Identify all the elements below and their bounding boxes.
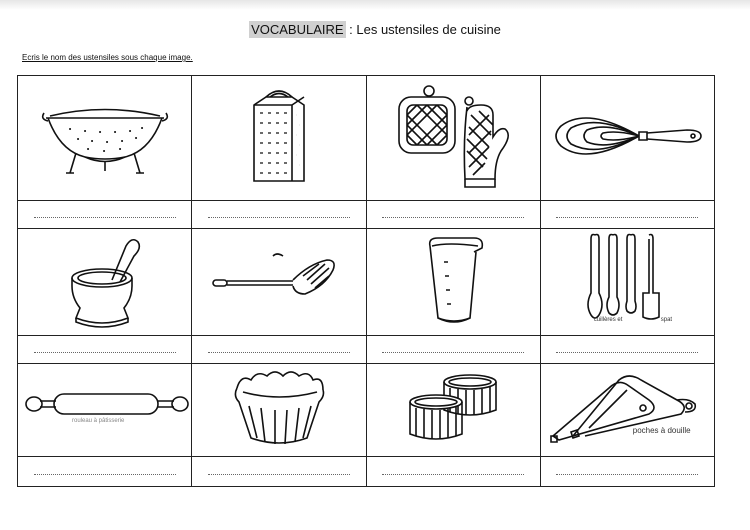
- dotted-answer-line: [382, 352, 524, 353]
- worksheet-grid: [17, 75, 715, 487]
- dotted-answer-line: [208, 217, 350, 218]
- oven-mitts-icon: [383, 81, 523, 191]
- image-cell: [18, 229, 192, 336]
- piping-bags-cell-box: [541, 364, 714, 456]
- answer-cell[interactable]: [18, 336, 192, 364]
- answer-cell[interactable]: [366, 201, 540, 229]
- spatula-icon: [209, 250, 349, 310]
- rolling-pin-icon: [24, 382, 190, 432]
- answer-row: [18, 336, 715, 364]
- answer-cell[interactable]: [18, 201, 192, 229]
- caption-spoons-left: cuillères et: [593, 317, 623, 323]
- spoons-and-spatula-icon: [585, 231, 675, 327]
- caption-piping-bags: poches à douille: [632, 426, 691, 435]
- image-cell: [540, 76, 714, 201]
- answer-row: [18, 457, 715, 487]
- grater-icon: [244, 83, 314, 189]
- answer-row: [18, 201, 715, 229]
- image-cell: [540, 364, 714, 457]
- dotted-answer-line: [34, 217, 176, 218]
- spoons-cell-box: [541, 229, 714, 335]
- paper-baking-cup-icon: [229, 366, 329, 450]
- caption-rolling-pin: rouleau à pâtisserie: [72, 418, 125, 424]
- answer-cell[interactable]: [366, 457, 540, 487]
- answer-cell[interactable]: [540, 457, 714, 487]
- image-cell: [366, 76, 540, 201]
- answer-cell[interactable]: [540, 201, 714, 229]
- image-cell: [192, 76, 366, 201]
- dotted-answer-line: [556, 352, 698, 353]
- title-rest: : Les ustensiles de cuisine: [345, 22, 501, 37]
- top-shade: [0, 0, 750, 10]
- image-cell: [540, 229, 714, 336]
- dotted-answer-line: [34, 474, 176, 475]
- image-row: [18, 364, 715, 457]
- dotted-answer-line: [382, 474, 524, 475]
- answer-cell[interactable]: [540, 336, 714, 364]
- image-cell: [18, 76, 192, 201]
- answer-cell[interactable]: [366, 336, 540, 364]
- image-cell: [192, 364, 366, 457]
- measuring-jug-icon: [418, 232, 488, 328]
- page-title: [0, 22, 750, 37]
- rolling-pin-cell-box: [18, 364, 191, 456]
- image-cell: [192, 229, 366, 336]
- dotted-answer-line: [208, 474, 350, 475]
- ramekins-icon: [398, 368, 508, 448]
- image-row: [18, 229, 715, 336]
- dotted-answer-line: [556, 217, 698, 218]
- dotted-answer-line: [208, 352, 350, 353]
- image-row: [18, 76, 715, 201]
- image-cell: [18, 364, 192, 457]
- image-cell: [366, 364, 540, 457]
- answer-cell[interactable]: [192, 457, 366, 487]
- colander-icon: [40, 91, 170, 181]
- mortar-pestle-icon: [60, 232, 150, 328]
- title-highlight: VOCABULAIRE: [251, 22, 344, 37]
- answer-cell[interactable]: [18, 457, 192, 487]
- answer-cell[interactable]: [192, 201, 366, 229]
- dotted-answer-line: [382, 217, 524, 218]
- instruction: Ecris le nom des ustensiles sous chaque image.: [22, 53, 193, 62]
- answer-cell[interactable]: [192, 336, 366, 364]
- dotted-answer-line: [34, 352, 176, 353]
- dotted-answer-line: [556, 474, 698, 475]
- image-cell: [366, 229, 540, 336]
- whisk-icon: [547, 106, 707, 166]
- caption-spoons-right: spat: [660, 317, 673, 323]
